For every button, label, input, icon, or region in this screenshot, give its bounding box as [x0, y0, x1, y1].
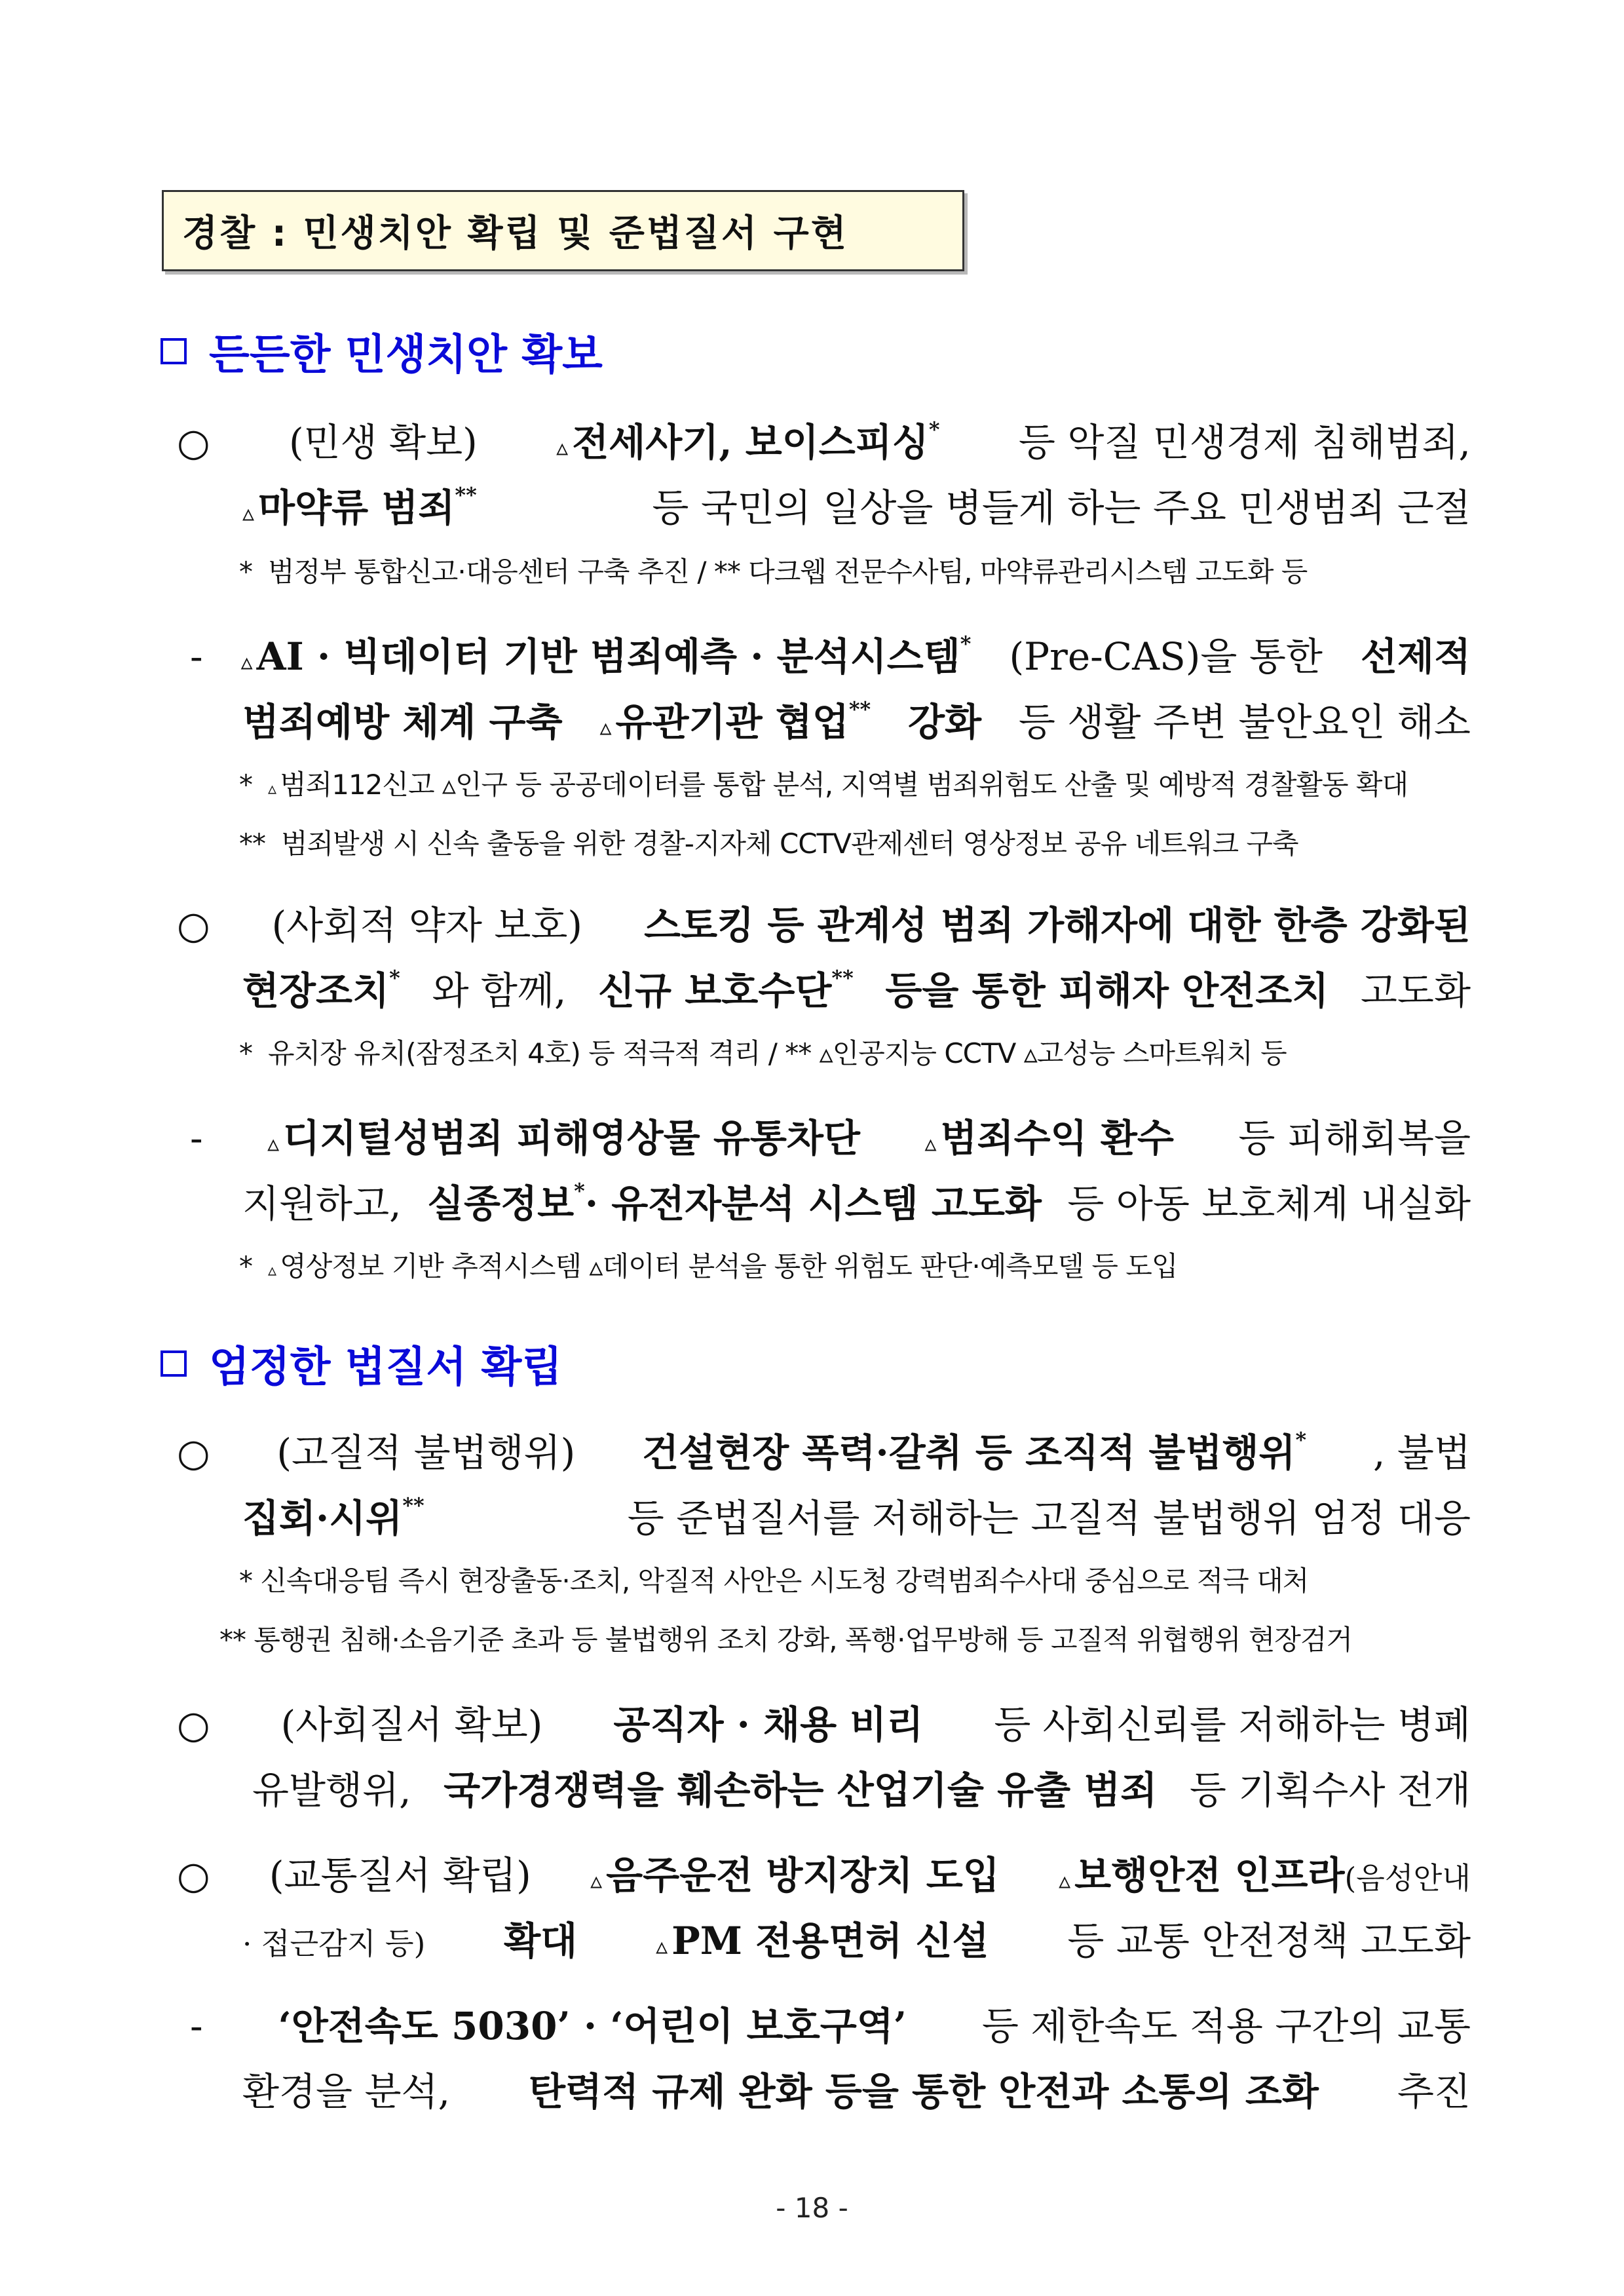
item-p3-line1 — [177, 894, 1471, 949]
item-p8-line2: 환경을 분석, 탄력적 규제 완화 등을 통한 안전과 소통의 조화 추진 — [242, 2061, 1471, 2116]
bullet: - — [190, 2004, 203, 2048]
item-emphasis: ▵ 전세사기, 보이스피싱* — [556, 417, 940, 465]
item-p4-line2: 지원하고, 실종정보*· 유전자분석 시스템 고도화 등 아동 보호체계 내실화 — [242, 1173, 1471, 1228]
section-heading-text: 엄정한 법질서 확립 — [209, 1343, 563, 1392]
item-emphasis: 건설현장 폭력·갈취 등 조직적 불법행위* — [642, 1427, 1307, 1475]
item-label: (사회적 약자 보호) — [271, 903, 582, 947]
note-1: * 범정부 통합신고·대응센터 구축 추진 / ** 다크웹 전문수사팀, 마약류관리시스템 고도화 등 — [239, 556, 1308, 588]
item-p5-line2: 집회·시위** 등 준법질서를 저해하는 고질적 불법행위 엄정 대응 — [242, 1487, 1471, 1542]
bullet: ○ — [177, 420, 210, 465]
note-6: * 신속대응팀 즉시 현장출동·조치, 악질적 사안은 시도청 강력범죄수사대 중심으로 적극 대처 — [239, 1565, 1309, 1597]
item-text: (Pre-CAS)을 통한 — [1009, 634, 1323, 679]
item-emphasis: ▵ 디지털성범죄 피해영상물 유통차단 — [267, 1116, 860, 1160]
item-label: (사회질서 확보) — [280, 1702, 543, 1747]
item-emphasis: ▵ 마약류 범죄** — [242, 482, 477, 530]
bullet: - — [190, 634, 203, 679]
section-heading-1 — [161, 321, 603, 381]
note-4: * 유치장 유치(잠정조치 4호) 등 적극적 격리 / ** ▵인공지능 CCTV ▵고성능 스마트워치 등 — [239, 1037, 1287, 1069]
item-emphasis: 선제적 — [1360, 634, 1471, 679]
note-2: * ▵ 범죄112신고 ▵인구 등 공공데이터를 통합 분석, 지역별 범죄위험도 산출 및 예방적 경찰활동 확대 — [239, 769, 1408, 801]
item-p2-line2: 범죄예방 체계 구축 ▵ 유관기관 협업** 강화 등 생활 주변 불안요인 해소 — [242, 691, 1471, 746]
note-5: * ▵ 영상정보 기반 추적시스템 ▵데이터 분석을 통한 위험도 판단·예측모델 등 도입 — [239, 1250, 1178, 1282]
bullet: - — [190, 1116, 203, 1160]
item-emphasis: 집회·시위** — [242, 1493, 425, 1540]
item-p8-line1: - ‘안전속도 5030’ · ‘어린이 보호구역’ 등 제한속도 적용 구간의 교통 — [190, 1995, 1471, 2050]
item-label: (민생 확보) — [288, 420, 478, 465]
item-emphasis: ▵ 음주운전 방지장치 도입 — [590, 1853, 1000, 1898]
item-p2-line1 — [190, 626, 1471, 681]
item-emphasis: ▵ 유관기관 협업** — [599, 697, 871, 744]
item-p6-line2: 유발행위, 국가경쟁력을 훼손하는 산업기술 유출 범죄 등 기획수사 전개 — [252, 1759, 1471, 1814]
bullet: ○ — [177, 1430, 210, 1475]
item-emphasis: 범죄예방 체계 구축 — [242, 700, 563, 744]
checkbox-square-icon — [161, 338, 187, 364]
item-p6-line1: ○ (사회질서 확보) 공직자 · 채용 비리 등 사회신뢰를 저해하는 병폐 — [177, 1694, 1471, 1749]
item-p3-line2: 현장조치* 와 함께, 신규 보호수단** 등을 통한 피해자 안전조치 고도화 — [242, 960, 1471, 1015]
item-emphasis: 국가경쟁력을 훼손하는 산업기술 유출 범죄 — [444, 1768, 1158, 1812]
item-emphasis: 스토킹 등 관계성 범죄 가해자에 대한 한층 강화된 — [644, 903, 1471, 947]
item-text: 등 생활 주변 불안요인 해소 — [1018, 700, 1471, 744]
item-p7-line2: · 접근감지 등) 확대 ▵ PM 전용면허 신설 등 교통 안전정책 고도화 — [242, 1910, 1471, 1965]
item-text: 등 악질 민생경제 침해범죄, — [1018, 420, 1471, 465]
section-heading-text: 든든한 민생치안 확보 — [209, 331, 603, 379]
item-p4-line1 — [190, 1107, 1471, 1162]
page-number: - 18 - — [776, 2192, 848, 2224]
item-emphasis: 현장조치* — [242, 965, 400, 1013]
note-3: ** 범죄발생 시 신속 출동을 위한 경찰-지자체 CCTV관제센터 영상정보 공유 네트워크 구축 — [239, 828, 1298, 860]
item-p1-line1 — [177, 411, 1471, 467]
chapter-title-box — [162, 190, 964, 271]
item-emphasis: ▵ AI · 빅데이터 기반 범죄예측 · 분석시스템* — [240, 631, 972, 679]
bullet: ○ — [177, 1853, 210, 1898]
chapter-title: 경찰 : 민생치안 확립 및 준법질서 구현 — [182, 212, 848, 255]
item-emphasis: ▵ PM 전용면허 신설 — [656, 1919, 989, 1963]
section-heading-2 — [161, 1333, 562, 1394]
item-emphasis: 탄력적 규제 완화 등을 통한 안전과 소통의 조화 — [529, 2069, 1319, 2114]
item-label: (고질적 불법행위) — [276, 1430, 576, 1475]
checkbox-square-icon — [161, 1350, 187, 1377]
item-p7-line1 — [177, 1845, 1471, 1900]
item-emphasis: ▵ 보행안전 인프라(음성안내 — [1059, 1853, 1471, 1898]
item-emphasis: 공직자 · 채용 비리 — [613, 1702, 924, 1747]
bullet: ○ — [177, 903, 210, 947]
item-emphasis: 실종정보*· 유전자분석 시스템 고도화 — [427, 1178, 1042, 1226]
item-emphasis: 신규 보호수단** — [598, 965, 854, 1013]
item-emphasis: ▵ 범죄수익 환수 — [924, 1116, 1174, 1160]
item-text: 등 국민의 일상을 병들게 하는 주요 민생범죄 근절 — [652, 486, 1471, 530]
item-emphasis: ‘안전속도 5030’ · ‘어린이 보호구역’ — [278, 2004, 907, 2048]
item-p5-line1: ○ (고질적 불법행위) 건설현장 폭력·갈취 등 조직적 불법행위* , 불법 — [177, 1422, 1471, 1477]
item-label: (교통질서 확립) — [269, 1853, 531, 1898]
bullet: ○ — [177, 1702, 210, 1747]
item-p1-line2 — [242, 477, 1471, 532]
item-text: 등 피해회복을 — [1238, 1116, 1471, 1160]
note-7: ** 통행권 침해·소음기준 초과 등 불법행위 조치 강화, 폭행·업무방해 등 고질적 위협행위 현장검거 — [219, 1624, 1352, 1656]
